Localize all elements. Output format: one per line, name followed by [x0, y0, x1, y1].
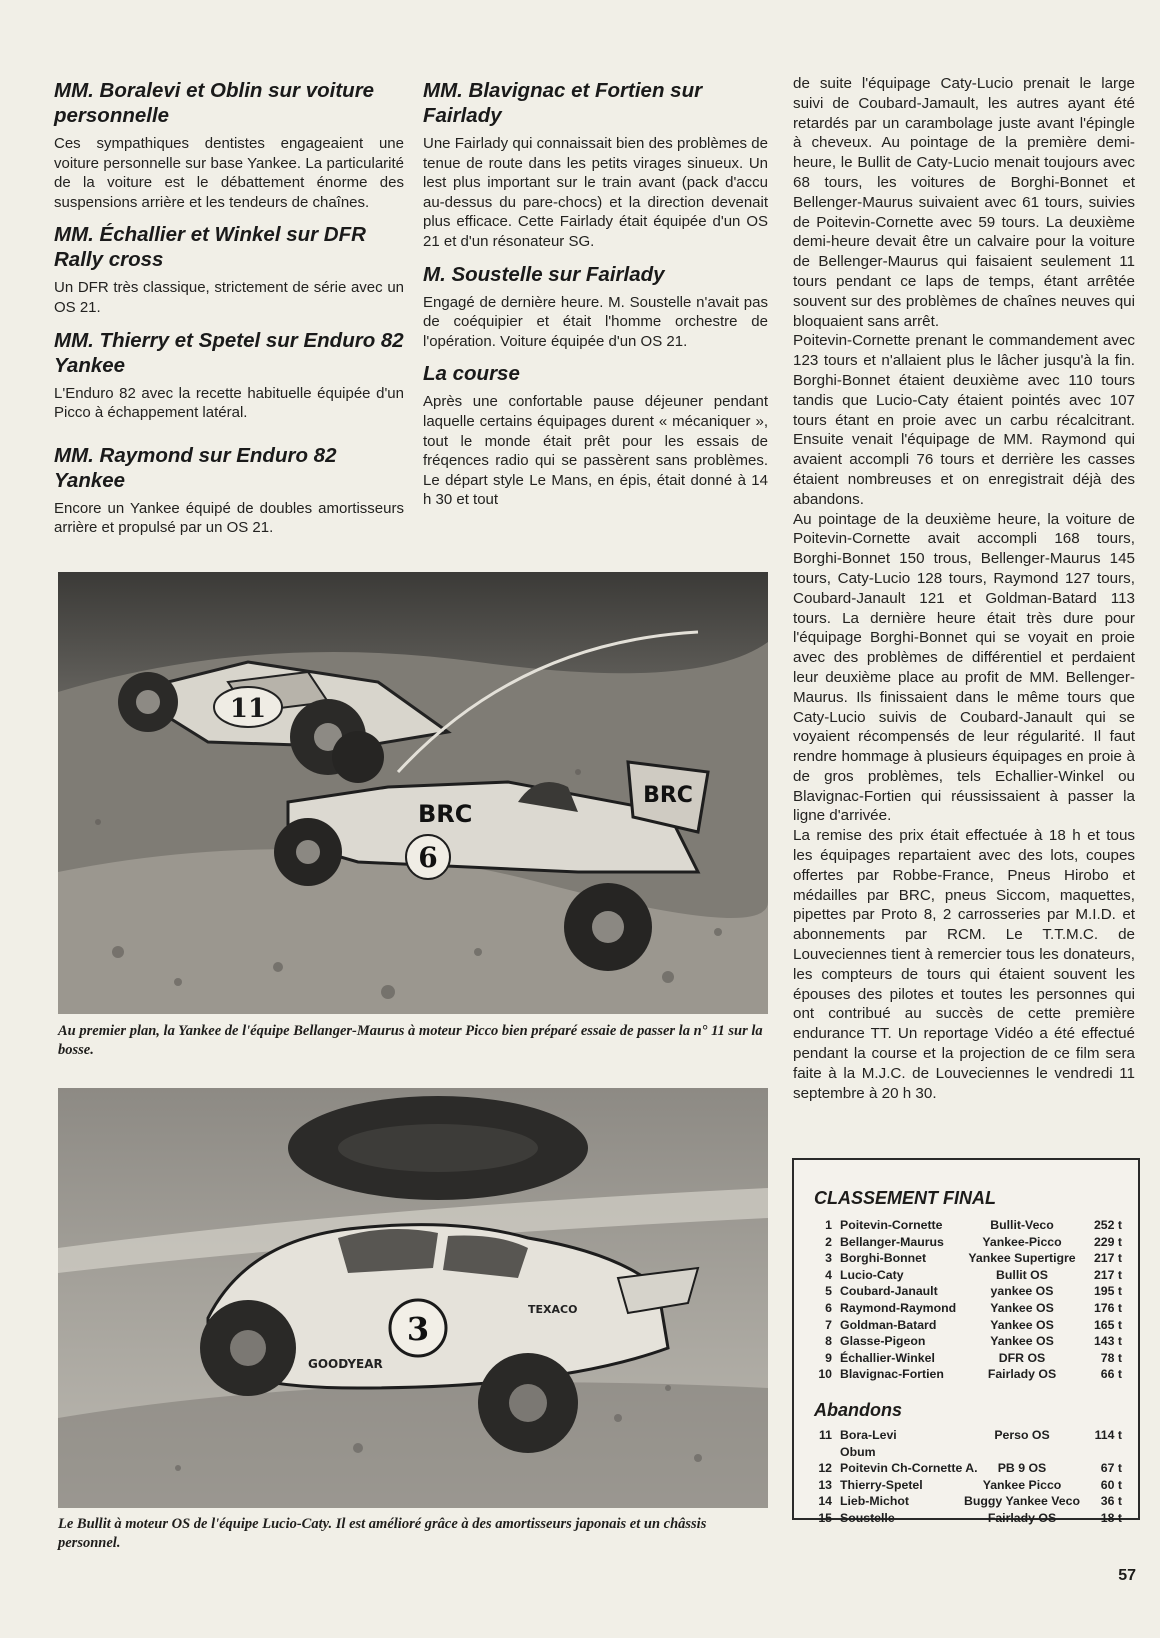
ranking-row — [812, 1301, 1122, 1318]
team-name: Poitevin Ch-Cornette A. — [840, 1461, 978, 1476]
car-name: Yankee Picco — [982, 1477, 1062, 1492]
car-name: Bullit OS — [996, 1267, 1048, 1282]
rank-number: 13 — [818, 1477, 832, 1492]
team-name: Thierry-Spetel — [840, 1477, 923, 1492]
score: 143 t — [1093, 1334, 1122, 1349]
score: 229 t — [1093, 1234, 1122, 1249]
section-text: Ces sympathiques dentistes engageaient une voiture personnelle sur base Yankee. La particularité de la voiture est le débattement énorme des suspensions arrière et les tendeurs de chaînes. — [54, 135, 404, 211]
car-name: Fairlady OS — [987, 1367, 1057, 1382]
car-name: Fairlady OS — [987, 1511, 1057, 1525]
section-title: MM. Thierry et Spetel sur Enduro 82 Yankee — [54, 328, 404, 377]
score: 217 t — [1093, 1267, 1122, 1282]
ranking-row — [812, 1351, 1122, 1368]
abandon-row — [812, 1511, 1122, 1528]
paragraph: de suite l'équipage Caty-Lucio prenait le large suivi de Coubard-Jamault, les autres ayant été retardés par un carambolage juste avant l'épingle à cheveux. Au pointage de la première demi-heure, le Bullit de Caty-Lucio menait toujours avec 68 tours, les voitures de Borghi-Bonnet et Bellenger-Maurus suivaient avec 61 tours, suivies de Poitevin-Cornette avec 59 tours. La deuxième demi-heure devait être un calvaire pour la voiture de Bellenger-Maurus qui faisaient seulement 11 tours pendant ce laps de temps, étant arrêtée souvent sur des problèmes de chaînes neuves qui bloquaient sans arrêt. — [793, 75, 1135, 330]
team-name: Glasse-Pigeon — [840, 1334, 926, 1349]
team-name: Bora-Levi — [840, 1428, 897, 1442]
abandon-row — [812, 1461, 1122, 1478]
car-name: PB 9 OS — [997, 1461, 1047, 1476]
abandon-row — [812, 1445, 1122, 1462]
score: 67 t — [1100, 1461, 1122, 1476]
rank-number: 14 — [818, 1494, 832, 1509]
ranking-row — [812, 1218, 1122, 1235]
car-3-number: 3 — [406, 1310, 430, 1348]
abandons-title: Abandons — [814, 1400, 902, 1420]
rank-number: 15 — [818, 1511, 832, 1525]
ranking-row — [812, 1268, 1122, 1285]
rank-number: 10 — [818, 1367, 832, 1382]
abandon-row — [812, 1428, 1122, 1445]
column-1 — [54, 78, 404, 548]
section-la-course — [423, 361, 768, 510]
rank-number: 12 — [818, 1461, 832, 1476]
score: 217 t — [1093, 1251, 1122, 1266]
section-title: MM. Échallier et Winkel sur DFR Rally cross — [54, 223, 366, 272]
score: 78 t — [1100, 1350, 1122, 1365]
score: 66 t — [1100, 1367, 1122, 1382]
photo-2-illustration — [58, 1088, 768, 1508]
car-name: Yankee-Picco — [982, 1234, 1062, 1249]
team-name: Soustelle — [840, 1511, 895, 1525]
section-raymond — [54, 443, 404, 538]
wing-brand: BRC — [643, 783, 693, 808]
car-name: Bullit-Veco — [990, 1218, 1054, 1232]
ranking-row — [812, 1284, 1122, 1301]
team-name: Blavignac-Fortien — [840, 1367, 944, 1382]
section-text: Après une confortable pause déjeuner pendant laquelle certains équipages durent « mécaniquer », tout le monde était prêt pour les essais de fréqences radio qui se passèrent sans problèmes. Le départ style Le Mans, en épis, était donné à 14 h 30 et tout — [423, 393, 768, 509]
rank-number: 3 — [825, 1251, 832, 1266]
section-boralevi — [54, 78, 404, 212]
section-echallier — [54, 222, 404, 317]
abandon-row — [812, 1494, 1122, 1511]
photo-1-illustration — [58, 572, 768, 1014]
caption-photo-1: Au premier plan, la Yankee de l'équipe Bellanger-Maurus à moteur Picco bien préparé essaie de passer la n° 11 sur la bosse. — [58, 1023, 763, 1058]
car-11-number: 11 — [229, 694, 267, 724]
team-name: Poitevin-Cornette — [840, 1218, 943, 1232]
sponsor-goodyear: GOODYEAR — [308, 1357, 383, 1371]
paragraph: Poitevin-Cornette prenant le commandement avec 123 tours et n'allaient plus le lâcher jusqu'à la fin. Borghi-Bonnet étaient deuxième avec 110 tours tandis que Lucio-Caty étaient pointés avec 107 tours étant en proie avec un carbu récalcitrant. Ensuite venait l'équipage de MM. Raymond qui avaient accompli 76 tours et derrière les casses étaient nombreuses et on enregistrait déjà des abandons. — [793, 332, 1135, 508]
ranking-row — [812, 1235, 1122, 1252]
team-name: Borghi-Bonnet — [840, 1251, 927, 1266]
score: 114 t — [1094, 1428, 1122, 1442]
score: 252 t — [1093, 1218, 1122, 1232]
car-name: Yankee OS — [990, 1334, 1054, 1349]
section-title: MM. Blavignac et Fortien sur Fairlady — [423, 79, 703, 127]
rank-number: 7 — [825, 1317, 832, 1332]
sponsor-texaco: TEXACO — [528, 1303, 578, 1316]
column-3 — [793, 74, 1135, 1103]
team-name: Lucio-Caty — [840, 1267, 904, 1282]
photo-buggies-race — [58, 572, 768, 1014]
ranking-row — [812, 1318, 1122, 1335]
section-text: Un DFR très classique, strictement de série avec un OS 21. — [54, 279, 404, 316]
score: 165 t — [1093, 1317, 1122, 1332]
rank-number: 6 — [825, 1301, 832, 1315]
team-name: Bellanger-Maurus — [840, 1234, 944, 1249]
section-text: L'Enduro 82 avec la recette habituelle équipée d'un Picco à échappement latéral. — [54, 384, 404, 422]
final-ranking-box — [792, 1158, 1140, 1525]
score: 176 t — [1093, 1301, 1122, 1315]
car-name: Yankee OS — [990, 1317, 1054, 1332]
team-name: Lieb-Michot — [840, 1494, 909, 1509]
section-thierry — [54, 328, 404, 423]
car-6-number: 6 — [418, 841, 438, 874]
team-name: Obum — [840, 1444, 876, 1459]
caption-photo-2: Le Bullit à moteur OS de l'équipe Lucio-Caty. Il est amélioré grâce à des amortisseurs japonais et un châssis personnel. — [58, 1516, 707, 1551]
car-name: Yankee OS — [990, 1301, 1054, 1315]
section-text: Encore un Yankee équipé de doubles amortisseurs arrière et propulsé par un OS 21. — [54, 499, 404, 537]
ranking-title: CLASSEMENT FINAL — [814, 1188, 996, 1208]
page-number: 57 — [1118, 1567, 1136, 1584]
section-text: Engagé de dernière heure. M. Soustelle n'avait pas de coéquipier et était l'homme orchestre de l'opération. Voiture équipée d'un OS 21. — [423, 293, 768, 350]
team-name: Goldman-Batard — [840, 1317, 937, 1332]
section-soustelle — [423, 262, 768, 352]
paragraph: La remise des prix était effectuée à 18 h et tous les équipages repartaient avec des lots, coupes offertes par Robbe-France, Pneus Hirobo et médailles par BRC, pneus Siccom, maquettes, pipettes par Proto 8, 2 carrosseries par M.I.D. et abonnements par RCM. Le T.T.M.C. de Louveciennes tient à remercier tous les donateurs, les compteurs de tours qui étaient souvent les épouses des pilotes et toutes les personnes qui ont contribué au succès de cette première endurance TT. Un reportage Vidéo a été effectué pendant la course et la projection de ce film sera faite à la M.J.C. de Louveciennes le vendredi 11 septembre à 20 h 30. — [793, 827, 1135, 1102]
paragraph: Au pointage de la deuxième heure, la voiture de Poitevin-Cornette avait accompli 168 tours, Borghi-Bonnet 150 trous, Bellenger-Maurus 145 tours, Caty-Lucio 128 tours, Raymond 127 tours, Coubard-Janault 121 et Goldman-Batard 113 tours. La dernière heure était très dure pour l'équipage Borghi-Bonnet qui se voyait en proie avec des problèmes de différentiel et perdaient leur deuxième place au profit de MM. Bellenger-Maurus. Ils finissaient dans le même tours que Caty-Lucio suivis de Coubard-Janault qui se voyaient récompensés de leur régularité. Il faut rendre hommage à plusieurs équipages en proie à de gros problèmes, tels Echallier-Winkel ou Blavignac-Fortien qui réussissaient à passer la ligne d'arrivée. — [793, 510, 1135, 825]
car-name: Yankee Supertigre — [968, 1251, 1076, 1266]
team-name: Raymond-Raymond — [840, 1301, 957, 1315]
ranking-row — [812, 1334, 1122, 1351]
photo-bullit-car — [58, 1088, 768, 1508]
score: 18 t — [1100, 1511, 1122, 1525]
score: 195 t — [1093, 1284, 1122, 1299]
team-name: Échallier-Winkel — [840, 1350, 935, 1365]
abandon-row — [812, 1478, 1122, 1495]
ranking-row — [812, 1251, 1122, 1268]
score: 36 t — [1100, 1494, 1122, 1509]
car-name: Buggy Yankee Veco — [964, 1494, 1080, 1509]
rank-number: 5 — [825, 1284, 832, 1299]
rank-number: 9 — [825, 1350, 832, 1365]
section-title: La course — [423, 362, 520, 386]
ranking-row — [812, 1367, 1122, 1384]
section-title: M. Soustelle sur Fairlady — [423, 262, 665, 286]
team-name: Coubard-Janault — [840, 1284, 938, 1299]
section-text: Une Fairlady qui connaissait bien des problèmes de tenue de route dans les petits virages sinueux. Un lest plus important sur le train avant (pack d'accu au-dessus du pare-chocs) et la direction devenait plus efficace. Cette Fairlady était équipée d'un OS 21 et d'un résonateur SG. — [423, 135, 768, 250]
body-brand: BRC — [418, 800, 473, 828]
rank-number: 1 — [825, 1218, 832, 1232]
section-title: MM. Raymond sur Enduro 82 Yankee — [54, 443, 337, 492]
section-title: MM. Boralevi et Oblin sur voiture personnelle — [54, 79, 375, 127]
rank-number: 2 — [825, 1234, 832, 1249]
column-2 — [423, 78, 768, 520]
rank-number: 11 — [819, 1428, 832, 1442]
section-blavignac — [423, 78, 768, 252]
rank-number: 8 — [825, 1334, 832, 1349]
car-name: DFR OS — [998, 1350, 1046, 1365]
score: 60 t — [1100, 1477, 1122, 1492]
car-name: Perso OS — [994, 1428, 1050, 1442]
rank-number: 4 — [825, 1267, 832, 1282]
car-name: yankee OS — [990, 1284, 1054, 1299]
